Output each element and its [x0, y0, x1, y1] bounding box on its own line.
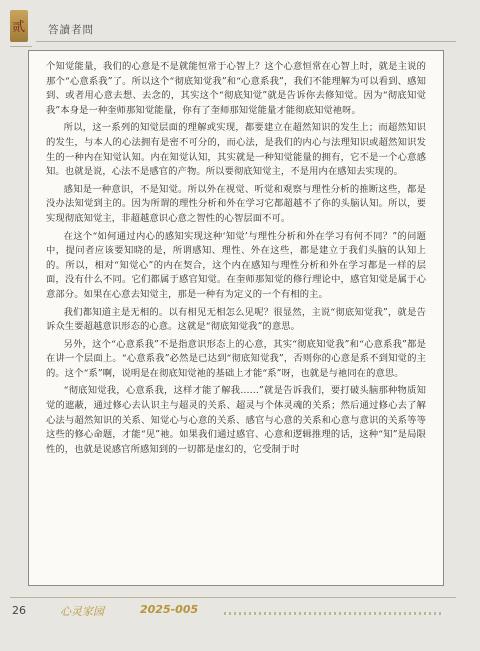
magazine-brand-logo: 心灵家园 — [60, 605, 104, 618]
section-title: 答讀者問 — [48, 24, 94, 36]
paragraph-3: 感知是一种意识，不是知觉。所以外在视觉、听觉和观察与理性分析的推断这些，都是没办法知觉到主的。因为所谓的理性分析和外在学习它都超越不了你的头脑认知。所以，要实现彻底知觉主，非超越意识心意之智性的心智层面不可。 — [46, 183, 426, 224]
header-divider — [36, 41, 456, 42]
footer-dotted-line — [224, 612, 444, 615]
page-number: 26 — [12, 604, 26, 617]
header-icon-char: 贰 — [12, 20, 26, 35]
issue-number: 2025-005 — [140, 603, 199, 616]
paragraph-6: 另外，这个“心意系我”不是指意识形态上的心意，其实“彻底知觉我”和“心意系我”都是在讲一个层面上。“心意系我”必然是已达到“彻底知觉我”，否则你的心意是系不到知觉的主的。这个“系”啊，说明是在彻底知觉祂的基础上才能“系”呀，也就是与祂同在的意思。 — [46, 338, 426, 379]
paragraph-5: 我们都知道主是无相的。以有相见无相怎么见呢？很显然，主说“彻底知觉我”，就是告诉众生要超越意识形态的心意。这就是“彻底知觉我”的意思。 — [46, 306, 426, 333]
paragraph-1: 个知觉能量，我们的心意是不是就能恒常于心智上？这个心意恒常在心智上时，就是主说的那个“心意系我”了。所以这个“彻底知觉我”和“心意系我”，我们不能理解为可以看到、感知到、或者用心意去想、去念的，其实这个“彻底知觉”就是告诉你去修知觉。因为“彻底知觉我”本身是一种奎师那知觉能量，你有了奎师那知觉能量才能彻底知觉祂呀。 — [46, 61, 426, 116]
header-divider-short — [10, 46, 32, 47]
paragraph-7: “彻底知觉我，心意系我，这样才能了解我……”就是告诉我们，要打破头脑那种物质知觉的遮蔽，通过修心去认识主与超灵的关系、超灵与个体灵魂的关系；然后通过修心去了解心法与超然知识的关系、知觉心与心意的关系、感官与心意的关系和心意与意识的关系等等这些的修心命题，才能“见”祂。如果我们通过感官、心意和逻辑推理的话，这种“知”是局限性的，也就是说感官所感知到的一切都是虚幻的，它受制于时 — [46, 385, 426, 455]
paragraph-2: 所以，这一系列的知觉层面的理解或实现，都要建立在超然知识的发生上；而超然知识的发生，与本人的心法拥有是密不可分的，而心法，是我们的内心与法理知识或超然知识发生的一种内在知觉认知。内在知觉认知，其实就是一种知觉能量的拥有，它不是一个心意感知。也就是说，心法不是感官的产物。所以要彻底知觉主，不是用内在感知去实现的。 — [46, 122, 426, 178]
paragraph-4: 在这个“如何通过内心的感知实现这种‘知觉’与理性分析和外在学习有何不同？”的问题中，提问者应该要知晓的是，所谓感知、理性、外在这些，都是建立于我们头脑的认知上的。所以，相对“知觉心”的内在契合，这个内在感知与理性分析和外在学习都是一样的层面，没有什么不同。它们都属于感官知觉。在奎师那知觉的修行理论中，感官知觉是属于心意部分。如果在心意去知觉主，那是一种有为定义的一个有相的主。 — [46, 230, 426, 300]
article-body — [28, 50, 444, 586]
header-icon — [10, 10, 28, 42]
footer-divider — [10, 597, 456, 598]
